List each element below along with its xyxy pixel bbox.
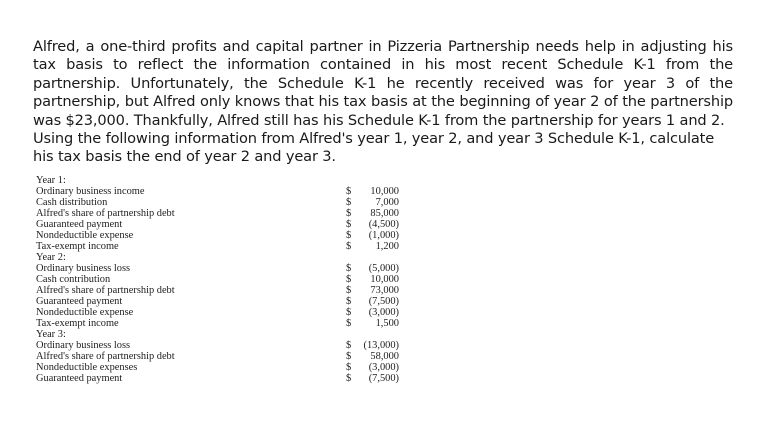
item-label: Guaranteed payment xyxy=(36,219,123,230)
item-label: Alfred's share of partnership debt xyxy=(36,208,175,219)
table-row xyxy=(36,274,436,285)
item-label: Tax-exempt income xyxy=(36,241,119,252)
table-row xyxy=(36,219,436,230)
year-header xyxy=(36,252,436,263)
year-header xyxy=(36,175,436,186)
item-amount: 10,000 xyxy=(370,274,399,285)
item-amount: 10,000 xyxy=(370,186,399,197)
item-label: Ordinary business loss xyxy=(36,340,131,351)
table-row xyxy=(36,285,436,296)
item-label: Ordinary business loss xyxy=(36,263,131,274)
dollar-sign: $ xyxy=(346,274,352,285)
dollar-sign: $ xyxy=(346,373,352,384)
dollar-sign: $ xyxy=(346,230,352,241)
item-label: Cash distribution xyxy=(36,197,108,208)
table-row xyxy=(36,373,436,384)
item-amount: (3,000) xyxy=(368,307,399,318)
table-row xyxy=(36,296,436,307)
table-row xyxy=(36,197,436,208)
item-label: Cash contribution xyxy=(36,274,111,285)
table-row xyxy=(36,307,436,318)
item-label: Alfred's share of partnership debt xyxy=(36,351,175,362)
dollar-sign: $ xyxy=(346,186,352,197)
item-amount: 1,500 xyxy=(375,318,399,329)
dollar-sign: $ xyxy=(346,219,352,230)
item-amount: 73,000 xyxy=(370,285,399,296)
dollar-sign: $ xyxy=(346,307,352,318)
item-label: Guaranteed payment xyxy=(36,296,123,307)
item-amount: (5,000) xyxy=(368,263,399,274)
year-header xyxy=(36,329,436,340)
item-label: Alfred's share of partnership debt xyxy=(36,285,175,296)
dollar-sign: $ xyxy=(346,241,352,252)
dollar-sign: $ xyxy=(346,263,352,274)
table-row xyxy=(36,351,436,362)
item-amount: (1,000) xyxy=(368,230,399,241)
dollar-sign: $ xyxy=(346,208,352,219)
table-row xyxy=(36,230,436,241)
item-label: Nondeductible expenses xyxy=(36,362,138,373)
item-label: Guaranteed payment xyxy=(36,373,123,384)
table-row xyxy=(36,208,436,219)
dollar-sign: $ xyxy=(346,362,352,373)
item-amount: 1,200 xyxy=(375,241,399,252)
dollar-sign: $ xyxy=(346,318,352,329)
item-amount: 85,000 xyxy=(370,208,399,219)
problem-statement xyxy=(33,38,733,167)
year-label: Year 1: xyxy=(36,175,66,186)
table-row xyxy=(36,318,436,329)
item-label: Tax-exempt income xyxy=(36,318,119,329)
table-row xyxy=(36,263,436,274)
dollar-sign: $ xyxy=(346,285,352,296)
dollar-sign: $ xyxy=(346,197,352,208)
table-row xyxy=(36,186,436,197)
table-row xyxy=(36,362,436,373)
year-label: Year 3: xyxy=(36,329,66,340)
table-row xyxy=(36,340,436,351)
problem-paragraph-1: Alfred, a one-third profits and capital partner in Pizzeria Partnership needs help in adjusting his tax basis to reflect the information contained in his most recent Schedule K-1 from the partnership. Unfortunately, the Schedule K-1 he recently received was for year 3 of the partnership, but Alfred only knows that his tax basis at the beginning of year 2 of the partnership was $23,000. Thankfully, Alfred still has his Schedule K-1 from the partnership for years 1 and 2. xyxy=(33,38,733,129)
dollar-sign: $ xyxy=(346,296,352,307)
item-amount: (3,000) xyxy=(368,362,399,373)
item-amount: 7,000 xyxy=(375,197,399,208)
item-amount: (7,500) xyxy=(368,296,399,307)
dollar-sign: $ xyxy=(346,351,352,362)
schedule-k1-table xyxy=(36,175,436,384)
item-amount: (7,500) xyxy=(368,373,399,384)
item-amount: (4,500) xyxy=(368,219,399,230)
item-label: Ordinary business income xyxy=(36,186,145,197)
item-amount: (13,000) xyxy=(363,340,399,351)
problem-paragraph-2: Using the following information from Alfred's year 1, year 2, and year 3 Schedule K-1, calculate his tax basis the end of year 2 and year 3. xyxy=(33,130,715,166)
item-label: Nondeductible expense xyxy=(36,307,134,318)
dollar-sign: $ xyxy=(346,340,352,351)
table-row xyxy=(36,241,436,252)
year-label: Year 2: xyxy=(36,252,66,263)
item-amount: 58,000 xyxy=(370,351,399,362)
item-label: Nondeductible expense xyxy=(36,230,134,241)
